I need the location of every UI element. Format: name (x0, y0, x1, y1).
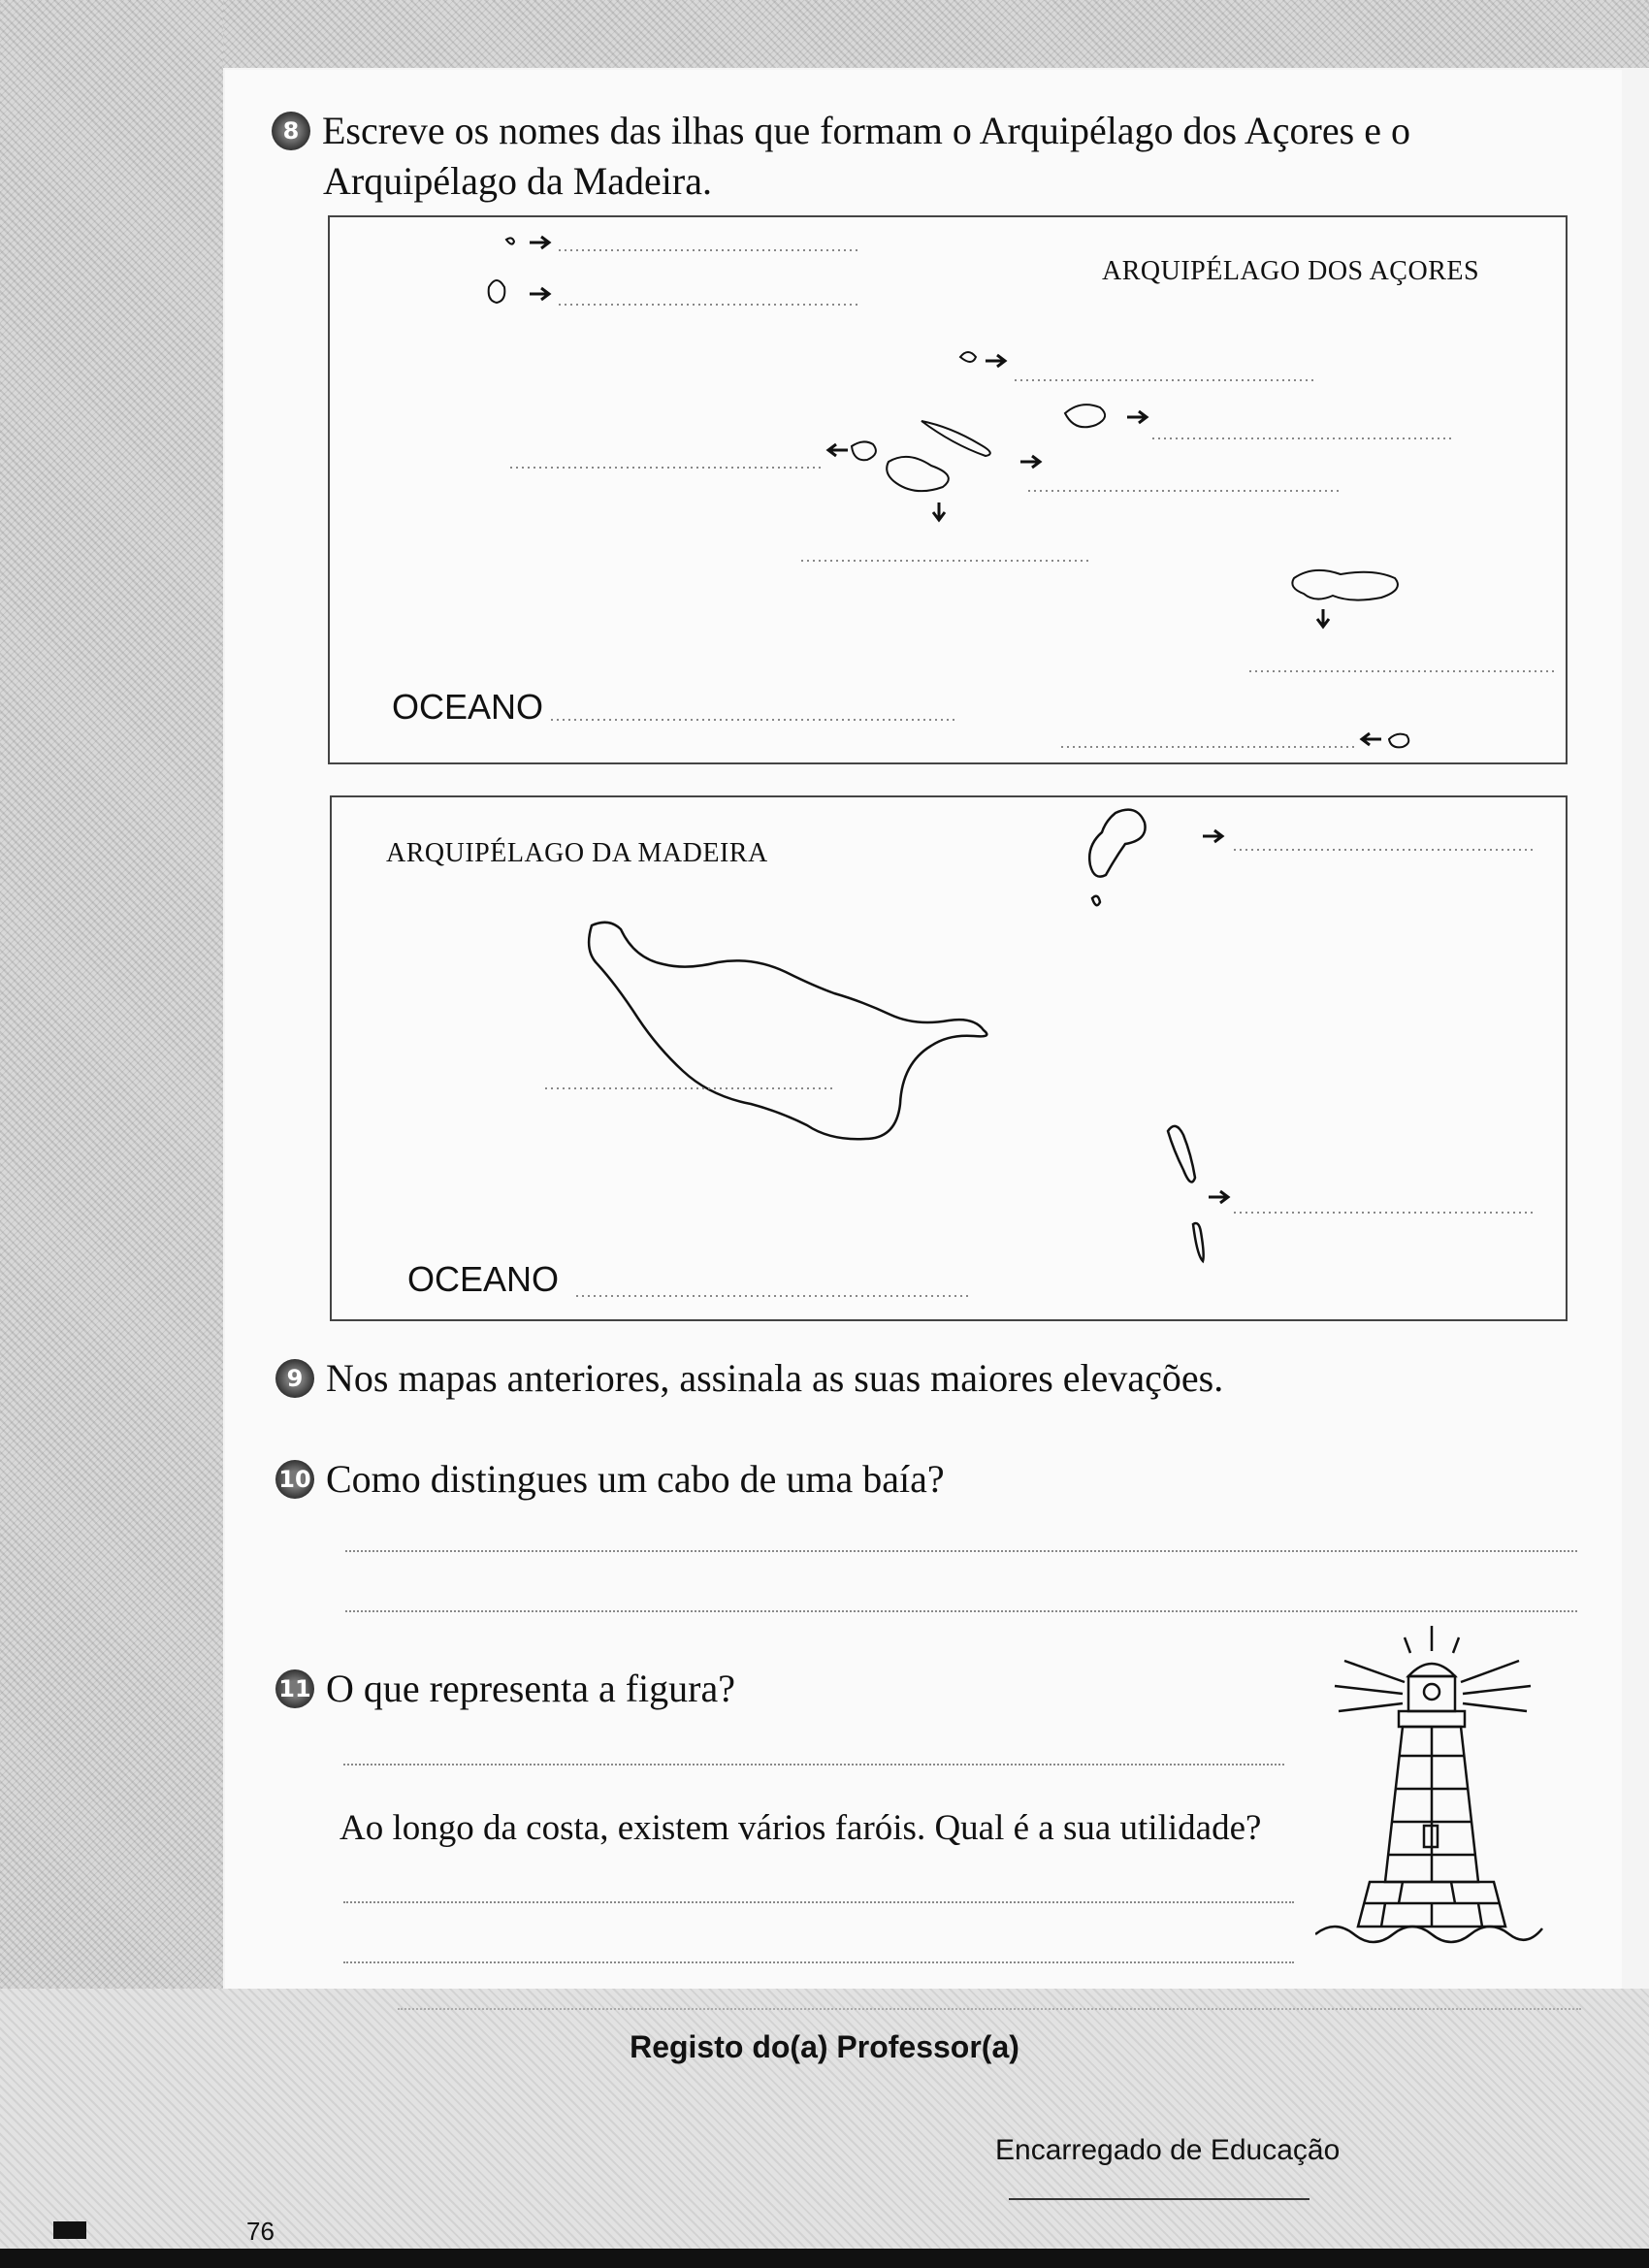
scan-texture-bottom (0, 1989, 1649, 2251)
lantern-dome (1408, 1664, 1455, 1676)
answer-line (343, 1961, 1294, 1963)
question-11-text: O que representa a figura? (326, 1667, 735, 1710)
island-graciosa (960, 352, 976, 362)
question-8-text-line2: Arquipélago da Madeira. (323, 159, 712, 203)
signature-line (1009, 2198, 1310, 2200)
arrow-right-icon (530, 288, 549, 300)
base-stone-line (1451, 1882, 1455, 1903)
scan-corner-mark (53, 2221, 86, 2239)
sea-waves (1315, 1927, 1542, 1942)
island-pico (887, 457, 949, 491)
light-ray (1405, 1637, 1410, 1653)
arrow-right-icon (1020, 456, 1040, 468)
madeira-map-title: ARQUIPÉLAGO DA MADEIRA (386, 838, 768, 868)
arrow-down-icon (1317, 609, 1329, 627)
light-ray (1453, 1637, 1459, 1653)
guardian-signature-label (995, 2134, 1649, 2200)
island-santa-maria (1389, 734, 1408, 748)
separator-line (398, 2008, 1581, 2010)
teacher-record-label: Registo do(a) Professor(a) (630, 2029, 1019, 2064)
question-8 (272, 107, 1410, 155)
base-stone-line (1478, 1903, 1482, 1927)
scan-texture-left (0, 0, 223, 2268)
island-porto-santo (1089, 810, 1145, 906)
island-corvo (506, 238, 514, 243)
island-sao-jorge (922, 421, 990, 456)
answer-line (345, 1610, 1577, 1612)
light-ray (1335, 1686, 1403, 1694)
light-ray (1339, 1703, 1403, 1711)
question-8-text-line1: Escreve os nomes das ilhas que formam o Arquipélago dos Açores e o (322, 109, 1410, 152)
guardian-label: Encarregado de Educação (995, 2134, 1341, 2166)
page-number: 76 (246, 2217, 275, 2246)
base-stone-line (1399, 1882, 1403, 1903)
lighthouse-figure (1315, 1618, 1577, 1948)
light-ray (1463, 1686, 1531, 1694)
island-sao-miguel (1292, 570, 1398, 600)
island-faial (852, 441, 876, 460)
lantern-gallery (1399, 1711, 1465, 1727)
light-ray (1344, 1661, 1405, 1682)
question-number-badge: 10 (275, 1460, 314, 1499)
island-madeira (589, 923, 986, 1139)
question-9 (275, 1354, 1223, 1403)
azores-ocean-label: OCEANO (392, 687, 544, 727)
island-flores (489, 280, 505, 303)
island-terceira (1065, 405, 1105, 427)
question-11 (275, 1665, 735, 1713)
arrow-right-icon (1203, 830, 1222, 842)
arrow-right-icon (1209, 1191, 1228, 1203)
light-ray (1461, 1661, 1519, 1682)
light-ray (1463, 1703, 1527, 1711)
azores-islands-drawing (330, 217, 1566, 762)
question-number-badge: 8 (272, 112, 310, 150)
answer-line (343, 1764, 1284, 1766)
arrow-down-icon (933, 502, 945, 520)
base-stone-line (1381, 1903, 1385, 1927)
answer-line (343, 1901, 1294, 1903)
azores-map (328, 215, 1568, 764)
question-11-subquestion: Ao longo da costa, existem vários faróis. Qual é a sua utilidade? (340, 1808, 1262, 1848)
arrow-right-icon (530, 237, 549, 248)
scan-bottom-edge (0, 2249, 1649, 2268)
question-10 (275, 1455, 945, 1504)
madeira-ocean-label: OCEANO (407, 1259, 560, 1299)
scan-texture-top (0, 0, 1649, 68)
lantern-light (1424, 1684, 1439, 1700)
question-number-badge: 9 (275, 1359, 314, 1398)
question-number-badge: 11 (275, 1669, 314, 1708)
arrow-left-icon (828, 444, 848, 456)
lantern-room (1408, 1676, 1455, 1711)
madeira-map (330, 795, 1568, 1321)
question-10-text: Como distingues um cabo de uma baía? (326, 1457, 945, 1501)
answer-line (345, 1550, 1577, 1552)
arrow-right-icon (1127, 411, 1147, 423)
island-desertas (1168, 1126, 1204, 1261)
azores-map-title: ARQUIPÉLAGO DOS AÇORES (1102, 256, 1480, 286)
question-9-text: Nos mapas anteriores, assinala as suas maiores elevações. (326, 1356, 1224, 1400)
madeira-islands-drawing (332, 797, 1566, 1319)
arrow-left-icon (1362, 733, 1381, 745)
question-8-line2 (323, 157, 712, 206)
question-11-subtext (340, 1804, 1261, 1853)
arrow-right-icon (986, 355, 1005, 367)
